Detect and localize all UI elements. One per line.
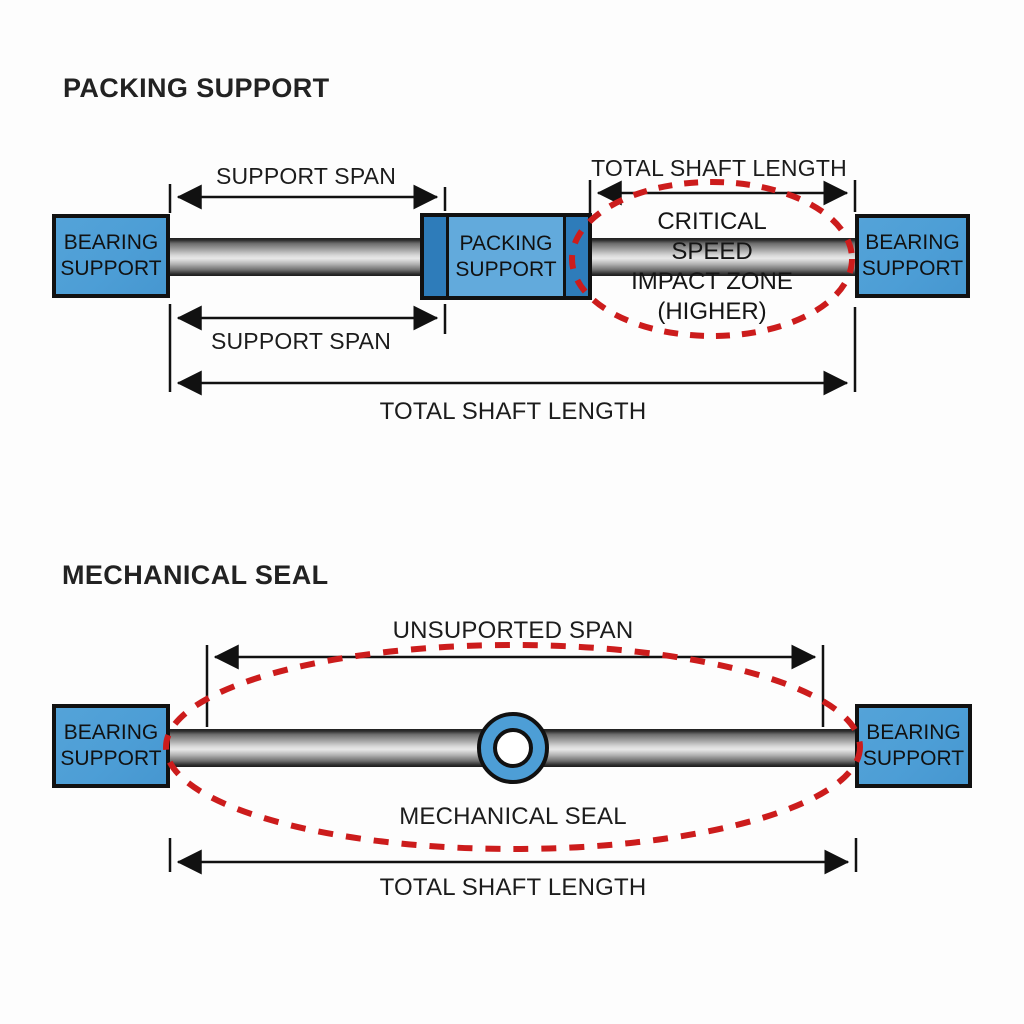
support-span-bottom-label: SUPPORT SPAN xyxy=(210,328,392,354)
top-diagram-title: PACKING SUPPORT xyxy=(63,73,330,103)
bearing-support-label-line2: SUPPORT xyxy=(862,747,965,770)
packing-support-label-line1: PACKING xyxy=(459,231,553,255)
bottom-left-bearing-support-box xyxy=(52,704,170,788)
bottom-diagram-title: MECHANICAL SEAL xyxy=(62,560,329,590)
bearing-support-label-line1: BEARING xyxy=(63,231,159,254)
critical-zone-line4: (HIGHER) xyxy=(657,298,767,325)
support-span-top-label: SUPPORT SPAN xyxy=(215,163,397,189)
bearing-support-label-line1: BEARING xyxy=(866,721,961,744)
critical-speed-zone-text xyxy=(552,207,872,327)
bearing-support-label-line1: BEARING xyxy=(63,721,159,744)
bearing-support-label-line2: SUPPORT xyxy=(861,257,964,280)
top-right-bearing-support-box xyxy=(855,214,970,298)
top-left-bearing-support-box xyxy=(52,214,170,298)
packing-support-label-line2: SUPPORT xyxy=(455,257,557,281)
total-shaft-length-bottom-label: TOTAL SHAFT LENGTH xyxy=(379,398,647,425)
critical-zone-line3: IMPACT ZONE xyxy=(631,268,793,295)
critical-zone-line2: SPEED xyxy=(671,238,753,265)
bearing-support-label-line2: SUPPORT xyxy=(60,747,162,770)
packing-support-box-center xyxy=(449,217,563,296)
critical-zone-line1: CRITICAL xyxy=(657,208,767,235)
mechanical-seal-bore xyxy=(493,728,533,768)
total-shaft-length-label: TOTAL SHAFT LENGTH xyxy=(379,874,647,901)
mechanical-seal-ring xyxy=(477,712,549,784)
bottom-right-bearing-support-box xyxy=(855,704,972,788)
packing-gland-band-left xyxy=(424,217,449,296)
bearing-support-label-line2: SUPPORT xyxy=(60,257,162,280)
mechanical-seal-label: MECHANICAL SEAL xyxy=(399,803,627,830)
total-shaft-length-right-label: TOTAL SHAFT LENGTH xyxy=(591,155,847,181)
unsupported-span-label: UNSUPORTED SPAN xyxy=(392,617,634,644)
bearing-support-label-line1: BEARING xyxy=(865,231,960,254)
